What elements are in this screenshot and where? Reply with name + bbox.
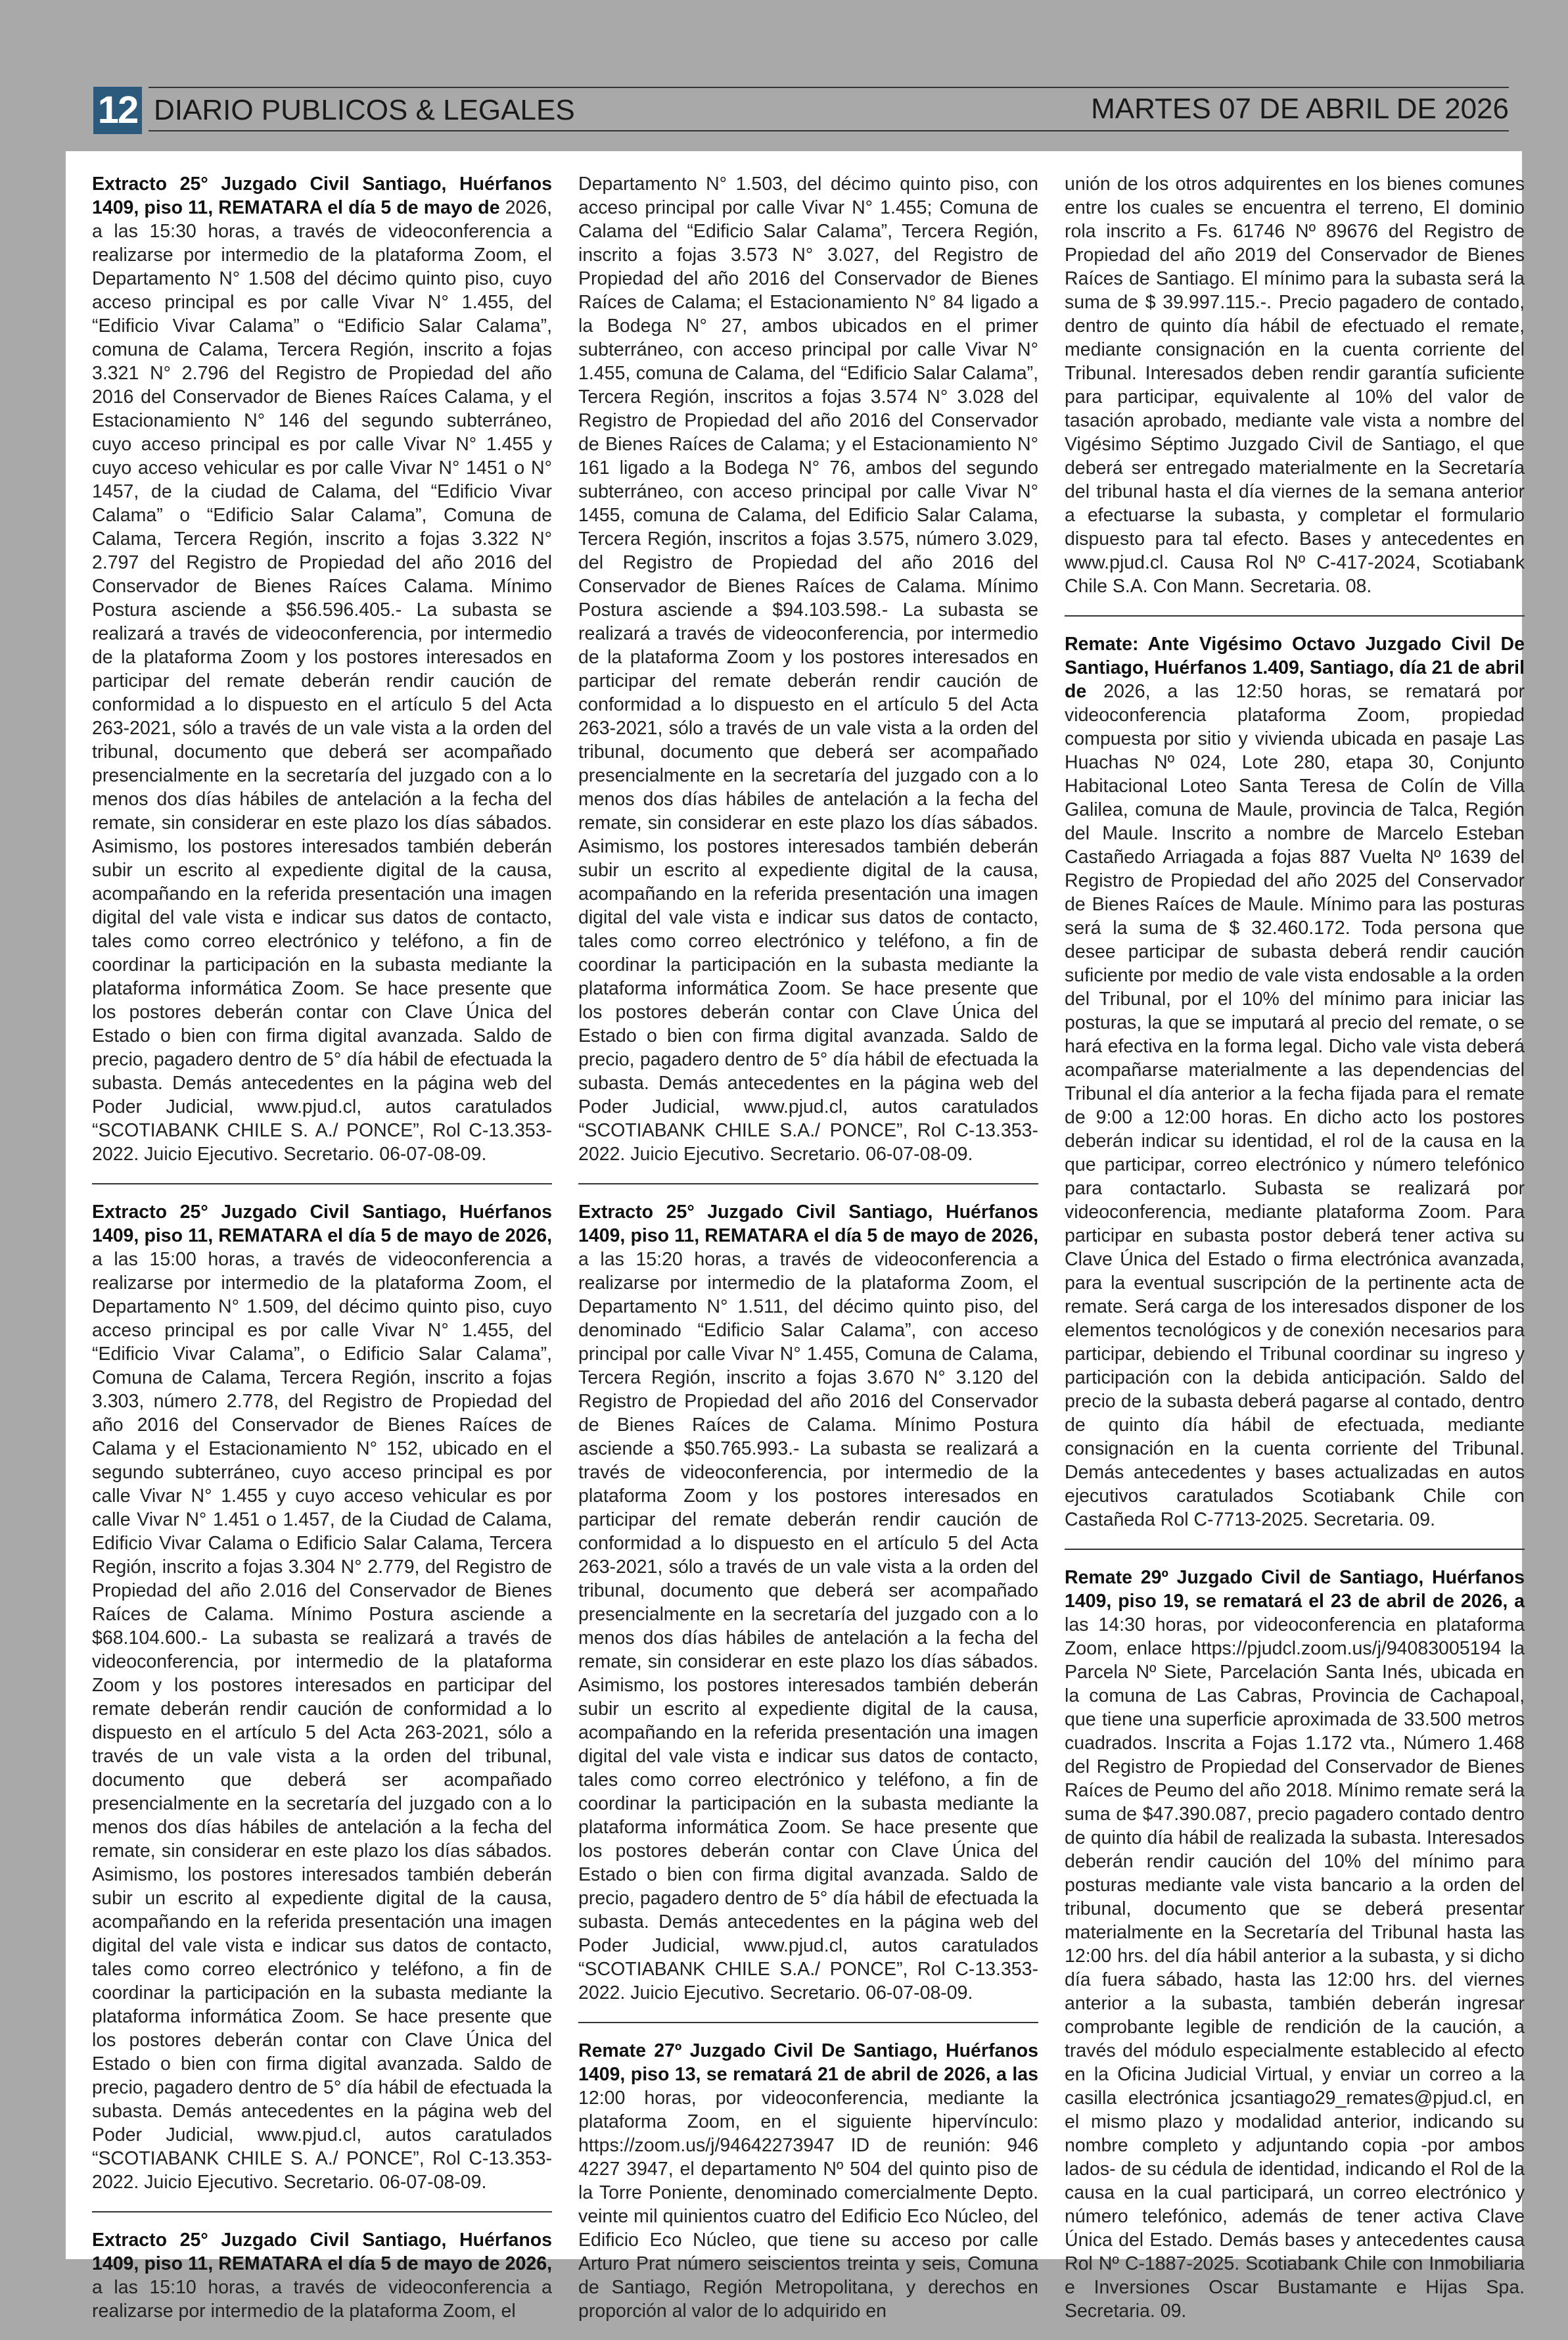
notice-divider [92, 2211, 552, 2212]
notice-body: Departamento N° 1.503, del décimo quinto piso, con acceso principal por calle Vivar N° 1.455; Comuna de Calama del “Edificio Salar Calama”, Tercera Región, inscrito a fojas 3.573 N° 3.027, del Registro de Propiedad del año 2016 del Conservador de Bienes Raíces de Calama; el Estacionamiento N° 84 ligado a la Bodega N° 27, ambos ubicados en el primer subterráneo, con acceso principal por calle Vivar N° 1.455, comuna de Calama, del “Edificio Salar Calama”, Tercera Región, inscritos a fojas 3.574 N° 3.028 del Registro de Propiedad del año 2016 del Conservador de Bienes Raíces de Calama; y el Estacionamiento N° 161 ligado a la Bodega N° 76, ambos del segundo subterráneo, con acceso principal por calle Vivar N° 1455, comuna de Calama, del Edificio Salar Calama, Tercera Región, inscritos a fojas 3.575, número 3.029, del Registro de Propiedad del año 2016 del Conservador de Bienes Raíces de Calama. Mínimo Postura asciende a $94.103.598.- La subasta se realizará a través de videoconferencia, por intermedio de la plataforma Zoom y los postores interesados en participar del remate deberán rendir caución de conformidad a lo dispuesto en el artículo 5 del Acta 263-2021, sólo a través de un vale vista a la orden del tribunal, documento que deberá ser acompañado presencialmente en la secretaría del juzgado con a lo menos dos días hábiles de antelación a la fecha del remate, sin considerar en este plazo los días sábados. Asimismo, los postores interesados también deberán subir un escrito al expediente digital de la causa, acompañando en la referida presentación una imagen digital del vale vista e indicar sus datos de contacto, tales como correo electrónico y teléfono, a fin de coordinar la participación en la subasta mediante la plataforma informática Zoom. Se hace presente que los postores deberán contar con Clave Única del Estado o bien con firma digital avanzada. Saldo de precio, pagadero dentro de 5° día hábil de efectuada la subasta. Demás antecedentes en la página web del Poder Judicial, www.pjud.cl, autos caratulados “SCOTIABANK CHILE S.A./ PONCE”, Rol C-13.353-2022. Juicio Ejecutivo. Secretario. 06-07-08-09. [578, 174, 1038, 1165]
notice-body: a las 15:10 horas, a través de videoconferencia a realizarse por intermedio de la plataforma Zoom, el [92, 2277, 552, 2322]
column-2 [578, 172, 1038, 2340]
publication-title: DIARIO PUBLICOS & LEGALES [154, 94, 575, 126]
column-3 [1065, 172, 1525, 2340]
legal-notice [1065, 172, 1525, 598]
notice-body: a las 15:00 horas, a través de videoconferencia a realizarse por intermedio de la plataforma Zoom, el Departamento N° 1.509, del décimo quinto piso, cuyo acceso principal es por calle Vivar N° 1.455, del “Edificio Vivar Calama”, o Edificio Salar Calama”, Comuna de Calama, Tercera Región, inscrito a fojas 3.303, número 2.778, del Registro de Propiedad del año 2016 del Conservador de Bienes Raíces de Calama y el Estacionamiento N° 152, ubicado en el segundo subterráneo, cuyo acceso principal es por calle Vivar N° 1.455 y cuyo acceso vehicular es por calle Vivar N° 1.451 o 1.457, de la Ciudad de Calama, Edificio Vivar Calama o Edificio Salar Calama, Tercera Región, inscrito a fojas 3.304 N° 2.779, del Registro de Propiedad del año 2.016 del Conservador de Bienes Raíces de Calama. Mínimo Postura asciende a $68.104.600.- La subasta se realizará a través de videoconferencia, por intermedio de la plataforma Zoom y los postores interesados en participar del remate deberán rendir caución de conformidad a lo dispuesto en el artículo 5 del Acta 263-2021, sólo a través de un vale vista a la orden del tribunal, documento que deberá ser acompañado presencialmente en la secretaría del juzgado con a lo menos dos días hábiles de antelación a la fecha del remate, sin considerar en este plazo los días sábados. Asimismo, los postores interesados también deberán subir un escrito al expediente digital de la causa, acompañando en la referida presentación una imagen digital del vale vista e indicar sus datos de contacto, tales como correo electrónico y teléfono, a fin de coordinar la participación en la subasta mediante la plataforma informática Zoom. Se hace presente que los postores deberán contar con Clave Única del Estado o bien con firma digital avanzada. Saldo de precio, pagadero dentro de 5° día hábil de efectuada la subasta. Demás antecedentes en la página web del Poder Judicial, www.pjud.cl, autos caratulados “SCOTIABANK CHILE S. A./ PONCE”, Rol C-13.353-2022. Juicio Ejecutivo. Secretario. 06-07-08-09. [92, 1249, 552, 2193]
legal-notice [92, 1200, 552, 2194]
legal-notice [1065, 632, 1525, 1532]
legal-notice [1065, 1566, 1525, 2323]
notice-body: 2026, a las 15:30 horas, a través de videoconferencia a realizarse por intermedio de la plataforma Zoom, el Departamento N° 1.508 del décimo quinto piso, cuyo acceso principal es por calle Vivar N° 1.455, del “Edificio Vivar Calama” o “Edificio Salar Calama”, comuna de Calama, Tercera Región, inscrito a fojas 3.321 N° 2.796 del Registro de Propiedad del año 2016 del Conservador de Bienes Raíces Calama, y el Estacionamiento N° 146 del segundo subterráneo, cuyo acceso principal es por calle Vivar N° 1.455 y cuyo acceso vehicular es por calle Vivar N° 1451 o N° 1457, de la ciudad de Calama, del “Edificio Vivar Calama” o “Edificio Salar Calama”, Comuna de Calama, Tercera Región, inscrito a fojas 3.322 N° 2.797 del Registro de Propiedad del año 2016 del Conservador de Bienes Raíces Calama. Mínimo Postura asciende a $56.596.405.- La subasta se realizará a través de videoconferencia, por intermedio de la plataforma Zoom y los postores interesados en participar del remate deberán rendir caución de conformidad a lo dispuesto en el artículo 5 del Acta 263-2021, sólo a través de un vale vista a la orden del tribunal, documento que deberá ser acompañado presencialmente en la secretaría del juzgado con a lo menos dos días hábiles de antelación a la fecha del remate, sin considerar en este plazo los días sábados. Asimismo, los postores interesados también deberán subir un escrito al expediente digital de la causa, acompañando en la referida presentación una imagen digital del vale vista e indicar sus datos de contacto, tales como correo electrónico y teléfono, a fin de coordinar la participación en la subasta mediante la plataforma informática Zoom. Se hace presente que los postores deberán contar con Clave Única del Estado o bien con firma digital avanzada. Saldo de precio, pagadero dentro de 5° día hábil de efectuada la subasta. Demás antecedentes en la página web del Poder Judicial, www.pjud.cl, autos caratulados “SCOTIABANK CHILE S. A./ PONCE”, Rol C-13.353-2022. Juicio Ejecutivo. Secretario. 06-07-08-09. [92, 197, 552, 1165]
notice-body: 12:00 horas, por videoconferencia, mediante la plataforma Zoom, en el siguiente hipervínculo: https://zoom.us/j/94642273947 ID de reunión: 946 4227 3947, el departamento Nº 504 del quinto piso de la Torre Poniente, denominado comercialmente Depto. veinte mil quinientos cuatro del Edificio Eco Núcleo, del Edificio Eco Núcleo, que tiene su acceso por calle Arturo Prat número seiscientos treinta y seis, Comuna de Santiago, Región Metropolitana, y derechos en proporción al valor de lo adquirido en [578, 2088, 1038, 2322]
notice-divider [92, 1183, 552, 1184]
notice-divider [1065, 1549, 1525, 1550]
notice-heading: Extracto 25° Juzgado Civil Santiago, Huérfanos 1409, piso 11, REMATARA el día 5 de mayo de 2026, [92, 1202, 552, 1246]
notice-heading: Extracto 25° Juzgado Civil Santiago, Huérfanos 1409, piso 11, REMATARA el día 5 de mayo de 2026, [92, 2230, 552, 2274]
notice-body: a las 15:20 horas, a través de videoconferencia a realizarse por intermedio de la plataforma Zoom, el Departamento N° 1.511, del décimo quinto piso, del denominado “Edificio Salar Calama”, con acceso principal por calle Vivar N° 1.455, Comuna de Calama, Tercera Región, inscrito a fojas 3.670 N° 3.120 del Registro de Propiedad del año 2016 del Conservador de Bienes Raíces de Calama. Mínimo Postura asciende a $50.765.993.- La subasta se realizará a través de videoconferencia, por intermedio de la plataforma Zoom y los postores interesados en participar del remate deberán rendir caución de conformidad a lo dispuesto en el artículo 5 del Acta 263-2021, sólo a través de un vale vista a la orden del tribunal, documento que deberá ser acompañado presencialmente en la secretaría del juzgado con a lo menos dos días hábiles de antelación a la fecha del remate, sin considerar en este plazo los días sábados. Asimismo, los postores interesados también deberán subir un escrito al expediente digital de la causa, acompañando en la referida presentación una imagen digital del vale vista e indicar sus datos de contacto, tales como correo electrónico y teléfono, a fin de coordinar la participación en la subasta mediante la plataforma informática Zoom. Se hace presente que los postores deberán contar con Clave Única del Estado o bien con firma digital avanzada. Saldo de precio, pagadero dentro de 5° día hábil de efectuada la subasta. Demás antecedentes en la página web del Poder Judicial, www.pjud.cl, autos caratulados “SCOTIABANK CHILE S.A./ PONCE”, Rol C-13.353-2022. Juicio Ejecutivo. Secretario. 06-07-08-09. [578, 1249, 1038, 2003]
notice-divider [578, 1183, 1038, 1184]
column-1 [92, 172, 552, 2340]
notice-heading: Remate 27º Juzgado Civil De Santiago, Huérfanos 1409, piso 13, se rematará 21 de abril de 2026, a las [578, 2040, 1038, 2085]
notice-heading: Extracto 25° Juzgado Civil Santiago, Huérfanos 1409, piso 11, REMATARA el día 5 de mayo de 2026, [578, 1202, 1038, 1246]
legal-notice [578, 1200, 1038, 2005]
notice-heading: Remate 29º Juzgado Civil de Santiago, Huérfanos 1409, piso 19, se rematará el 23 de abril de 2026, a [1065, 1567, 1525, 1612]
header-bottom-rule [149, 130, 1509, 131]
page-number: 12 [93, 87, 142, 134]
legal-notice [578, 2039, 1038, 2323]
notice-divider [578, 2022, 1038, 2023]
issue-date: MARTES 07 DE ABRIL DE 2026 [1091, 93, 1509, 125]
legal-notice [92, 2228, 552, 2323]
notice-body: unión de los otros adquirentes en los bienes comunes entre los cuales se encuentra el terreno, El dominio rola inscrito a Fs. 61746 Nº 89676 del Registro de Propiedad del año 2019 del Conservador de Bienes Raíces de Santiago. El mínimo para la subasta será la suma de $ 39.997.115.-. Precio pagadero de contado, dentro de quinto día hábil de efectuado el remate, mediante consignación en la cuenta corriente del Tribunal. Interesados deben rendir garantía suficiente para participar, equivalente al 10% del valor de tasación aprobado, mediante vale vista a nombre del Vigésimo Séptimo Juzgado Civil de Santiago, el que deberá ser entregado materialmente en la Secretaría del tribunal hasta el día viernes de la semana anterior a efectuarse la subasta, y completar el formulario dispuesto para tal efecto. Bases y antecedentes en www.pjud.cl. Causa Rol Nº C-417-2024, Scotiabank Chile S.A. Con Mann. Secretaria. 08. [1065, 174, 1525, 597]
legal-notice [578, 172, 1038, 1166]
notice-heading: Extracto 25° Juzgado Civil Santiago, Huérfanos 1409, piso 11, REMATARA el día 5 de mayo de [92, 174, 552, 218]
page-header [66, 74, 1522, 151]
notice-heading: Remate: Ante Vigésimo Octavo Juzgado Civil De Santiago, Huérfanos 1.409, Santiago, día 21 de abril de [1065, 634, 1525, 702]
notice-divider [1065, 615, 1525, 617]
newspaper-page [66, 74, 1525, 2322]
legal-notice [92, 172, 552, 1166]
notice-body: 2026, a las 12:50 horas, se rematará por videoconferencia plataforma Zoom, propiedad compuesta por sitio y vivienda ubicada en pasaje Las Huachas Nº 024, Lote 280, etapa 30, Conjunto Habitacional Loteo Santa Teresa de Colín de Villa Galilea, comuna de Maule, provincia de Talca, Región del Maule. Inscrito a nombre de Marcelo Esteban Castañedo Arriagada a fojas 887 Vuelta Nº 1639 del Registro de Propiedad del año 2025 del Conservador de Bienes Raíces de Maule. Mínimo para las posturas será la suma de $ 32.460.172. Toda persona que desee participar de subasta deberá rendir caución suficiente por medio de vale vista endosable a la orden del Tribunal, por el 10% del mínimo para iniciar las posturas, la que se imputará al precio del remate, o se hará efectiva en la forma legal. Dicho vale vista deberá acompañarse materialmente a las dependencias del Tribunal el día anterior a la fecha fijada para el remate de 9:00 a 12:00 horas. En dicho acto los postores deberán indicar su identidad, el rol de la causa en la que participar, correo electrónico y número telefónico para contactarlo. Subasta se realizará por videoconferencia, mediante plataforma Zoom. Para participar en subasta postor deberá tener activa su Clave Única del Estado o firma electrónica avanzada, para la eventual suscripción de la pertinente acta de remate. Será carga de los interesados disponer de los elementos tecnológicos y de conexión necesarios para participar, debiendo el Tribunal coordinar su ingreso y participación con la debida anticipación. Saldo del precio de la subasta deberá pagarse al contado, dentro de quinto día hábil de efectuada, mediante consignación en la cuenta corriente del Tribunal. Demás antecedentes y bases actualizadas en autos ejecutivos caratulados Scotiabank Chile con Castañeda Rol C-7713-2025. Secretaria. 09. [1065, 681, 1525, 1530]
header-top-rule [149, 87, 1509, 88]
notice-body: las 14:30 horas, por videoconferencia en plataforma Zoom, enlace https://pjudcl.zoom.us/j/94083005194 la Parcela Nº Siete, Parcelación Santa Inés, ubicada en la comuna de Las Cabras, Provincia de Cachapoal, que tiene una superficie aproximada de 33.500 metros cuadrados. Inscrita a Fojas 1.172 vta., Número 1.468 del Registro de Propiedad del Conservador de Bienes Raíces de Peumo del año 2018. Mínimo remate será la suma de $47.390.087, precio pagadero contado dentro de quinto día hábil de realizada la subasta. Interesados deberán rendir caución del 10% del mínimo para posturas mediante vale vista bancario a la orden del tribunal, documento que se deberá presentar materialmente en la Secretaría del Tribunal hasta las 12:00 hrs. del día hábil anterior a la subasta, y si dicho día fuera sábado, hasta las 12:00 hrs. del viernes anterior a la subasta, también deberán ingresar comprobante legible de rendición de la caución, a través del módulo especialmente establecido al efecto en la Oficina Judicial Virtual, y enviar un correo a la casilla electrónica jcsantiago29_remates@pjud.cl, en el mismo plazo y modalidad anterior, indicando su nombre completo y adjuntando copia -por ambos lados- de su cédula de identidad, indicando el Rol de la causa en la cual participará, un correo electrónico y número telefónico, además de tener activa Clave Única del Estado. Demás bases y antecedentes causa Rol Nº C-1887-2025. Scotiabank Chile con Inmobiliaria e Inversiones Oscar Bustamante e Hijas Spa. Secretaria. 09. [1065, 1614, 1525, 2322]
